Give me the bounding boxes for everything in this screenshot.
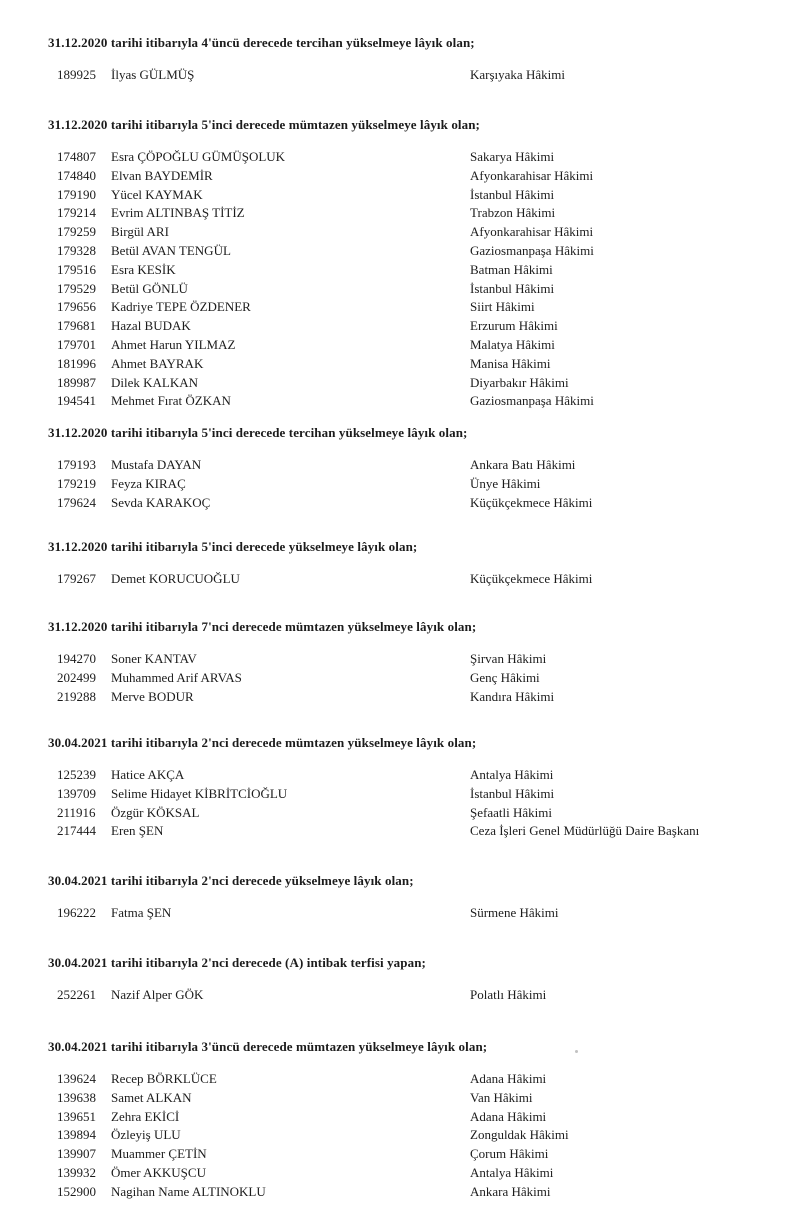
record-rows <box>0 766 798 841</box>
section-header: 31.12.2020 tarihi itibarıyla 4'üncü derecede tercihan yükselmeye lâyık olan; <box>48 35 475 50</box>
registry-number: 217444 <box>57 823 96 839</box>
record-row <box>0 223 798 242</box>
record-row <box>0 186 798 205</box>
registry-number: 179656 <box>57 299 96 315</box>
record-row <box>0 1164 798 1183</box>
record-row <box>0 66 798 85</box>
judge-name: Nazif Alper GÖK <box>111 987 204 1002</box>
judge-name: Nagihan Name ALTINOKLU <box>111 1183 266 1199</box>
record-row <box>0 822 798 841</box>
record-row <box>0 1070 798 1089</box>
judge-name: Hatice AKÇA <box>111 767 185 782</box>
registry-number: 202499 <box>57 669 96 685</box>
record-rows <box>0 904 798 923</box>
judge-title: Polatlı Hâkimi <box>470 987 547 1002</box>
promotion-section <box>0 617 798 706</box>
registry-number: 194541 <box>57 393 96 409</box>
judge-name: Muhammed Arif ARVAS <box>111 669 242 685</box>
record-row <box>0 456 798 475</box>
judge-name: Ömer AKKUŞCU <box>111 1164 206 1180</box>
judge-title: Küçükçekmece Hâkimi <box>470 571 593 586</box>
registry-number: 189987 <box>57 374 96 390</box>
judge-title: Sakarya Hâkimi <box>470 149 555 164</box>
section-header: 31.12.2020 tarihi itibarıyla 7'nci derecede mümtazen yükselmeye lâyık olan; <box>48 619 477 634</box>
promotion-section <box>0 1037 798 1202</box>
judge-title: Zonguldak Hâkimi <box>470 1127 569 1143</box>
record-row <box>0 298 798 317</box>
registry-number: 179516 <box>57 261 96 277</box>
judge-title: Sürmene Hâkimi <box>470 905 559 920</box>
judge-name: Soner KANTAV <box>111 651 197 666</box>
judge-title: Afyonkarahisar Hâkimi <box>470 224 594 240</box>
registry-number: 181996 <box>57 355 96 371</box>
judge-name: Sevda KARAKOÇ <box>111 494 211 510</box>
registry-number: 174840 <box>57 167 96 183</box>
registry-number: 139638 <box>57 1089 96 1105</box>
record-row <box>0 148 798 167</box>
record-row <box>0 766 798 785</box>
record-row <box>0 167 798 186</box>
judge-title: Van Hâkimi <box>470 1089 533 1105</box>
judge-title: Trabzon Hâkimi <box>470 205 556 221</box>
record-row <box>0 242 798 261</box>
record-rows <box>0 1070 798 1202</box>
registry-number: 179624 <box>57 494 96 510</box>
record-row <box>0 204 798 223</box>
record-row <box>0 374 798 393</box>
judge-title: Çorum Hâkimi <box>470 1146 549 1162</box>
registry-number: 152900 <box>57 1183 96 1199</box>
judge-name: Mehmet Fırat ÖZKAN <box>111 393 231 409</box>
section-header: 31.12.2020 tarihi itibarıyla 5'inci derecede yükselmeye lâyık olan; <box>48 539 418 554</box>
record-row <box>0 669 798 688</box>
judge-title: Şirvan Hâkimi <box>470 651 547 666</box>
judge-name: Feyza KIRAÇ <box>111 475 186 491</box>
promotion-section <box>0 33 798 85</box>
record-row <box>0 785 798 804</box>
registry-number: 179190 <box>57 186 96 202</box>
judge-title: İstanbul Hâkimi <box>470 186 555 202</box>
record-rows <box>0 66 798 85</box>
judge-title: Malatya Hâkimi <box>470 336 555 352</box>
registry-number: 125239 <box>57 767 96 782</box>
promotion-section <box>0 115 798 411</box>
registry-number: 139932 <box>57 1164 96 1180</box>
judge-title: Erzurum Hâkimi <box>470 318 558 334</box>
registry-number: 179193 <box>57 457 96 472</box>
judge-name: Özgür KÖKSAL <box>111 804 200 820</box>
judge-title: Antalya Hâkimi <box>470 767 554 782</box>
section-header: 30.04.2021 tarihi itibarıyla 2'nci derecede yükselmeye lâyık olan; <box>48 873 414 888</box>
registry-number: 179701 <box>57 336 96 352</box>
record-row <box>0 650 798 669</box>
record-row <box>0 570 798 589</box>
registry-number: 174807 <box>57 149 96 164</box>
judge-title: Ceza İşleri Genel Müdürlüğü Daire Başkanı <box>470 823 700 839</box>
section-header: 30.04.2021 tarihi itibarıyla 3'üncü derecede mümtazen yükselmeye lâyık olan; <box>48 1039 488 1054</box>
record-row <box>0 392 798 411</box>
promotion-section <box>0 537 798 589</box>
judge-name: Evrim ALTINBAŞ TİTİZ <box>111 205 245 221</box>
judge-name: Hazal BUDAK <box>111 318 191 334</box>
judge-name: Selime Hidayet KİBRİTCİOĞLU <box>111 785 288 801</box>
record-row <box>0 904 798 923</box>
record-rows <box>0 650 798 706</box>
promotion-section <box>0 423 798 512</box>
judge-name: Zehra EKİCİ <box>111 1108 180 1124</box>
judge-name: Muammer ÇETİN <box>111 1146 207 1162</box>
scan-speck <box>575 1050 578 1053</box>
registry-number: 211916 <box>57 804 96 820</box>
section-header: 31.12.2020 tarihi itibarıyla 5'inci derecede mümtazen yükselmeye lâyık olan; <box>48 117 480 132</box>
record-row <box>0 494 798 513</box>
record-row <box>0 261 798 280</box>
judge-name: Özleyiş ULU <box>111 1127 181 1143</box>
record-row <box>0 317 798 336</box>
judge-title: Antalya Hâkimi <box>470 1164 554 1180</box>
judge-title: Ünye Hâkimi <box>470 475 541 491</box>
record-row <box>0 804 798 823</box>
record-rows <box>0 148 798 411</box>
record-row <box>0 1145 798 1164</box>
registry-number: 219288 <box>57 688 96 704</box>
record-row <box>0 1126 798 1145</box>
judge-name: Birgül ARI <box>111 224 169 240</box>
registry-number: 179328 <box>57 242 96 258</box>
judge-title: İstanbul Hâkimi <box>470 785 555 801</box>
judge-name: İlyas GÜLMÜŞ <box>111 67 195 82</box>
registry-number: 179267 <box>57 571 96 586</box>
record-row <box>0 1183 798 1202</box>
judge-title: Ankara Hâkimi <box>470 1183 551 1199</box>
record-row <box>0 1108 798 1127</box>
record-row <box>0 336 798 355</box>
registry-number: 194270 <box>57 651 96 666</box>
registry-number: 252261 <box>57 987 96 1002</box>
registry-number: 139651 <box>57 1108 96 1124</box>
section-header: 30.04.2021 tarihi itibarıyla 2'nci derecede mümtazen yükselmeye lâyık olan; <box>48 735 477 750</box>
promotion-section <box>0 953 798 1005</box>
registry-number: 196222 <box>57 905 96 920</box>
judge-title: Afyonkarahisar Hâkimi <box>470 167 594 183</box>
judge-title: Diyarbakır Hâkimi <box>470 374 569 390</box>
judge-name: Ahmet BAYRAK <box>111 355 204 371</box>
promotion-section <box>0 871 798 923</box>
judge-name: Dilek KALKAN <box>111 374 199 390</box>
judge-name: Betül GÖNLÜ <box>111 280 188 296</box>
judge-title: Gaziosmanpaşa Hâkimi <box>470 242 594 258</box>
registry-number: 139894 <box>57 1127 96 1143</box>
registry-number: 179259 <box>57 224 96 240</box>
registry-number: 189925 <box>57 67 96 82</box>
judge-title: Karşıyaka Hâkimi <box>470 67 565 82</box>
judge-title: Adana Hâkimi <box>470 1108 547 1124</box>
judge-title: Ankara Batı Hâkimi <box>470 457 576 472</box>
judge-name: Samet ALKAN <box>111 1089 192 1105</box>
judge-title: İstanbul Hâkimi <box>470 280 555 296</box>
judge-title: Siirt Hâkimi <box>470 299 535 315</box>
judge-title: Şefaatli Hâkimi <box>470 804 552 820</box>
judge-name: Kadriye TEPE ÖZDENER <box>111 299 251 315</box>
registry-number: 179529 <box>57 280 96 296</box>
judge-name: Ahmet Harun YILMAZ <box>111 336 236 352</box>
judge-title: Adana Hâkimi <box>470 1071 547 1086</box>
record-rows <box>0 986 798 1005</box>
record-row <box>0 986 798 1005</box>
judge-title: Genç Hâkimi <box>470 669 540 685</box>
registry-number: 179214 <box>57 205 96 221</box>
judge-name: Eren ŞEN <box>111 823 164 839</box>
registry-number: 179681 <box>57 318 96 334</box>
record-row <box>0 688 798 707</box>
judge-title: Küçükçekmece Hâkimi <box>470 494 593 510</box>
record-row <box>0 355 798 374</box>
judge-title: Kandıra Hâkimi <box>470 688 555 704</box>
judge-name: Elvan BAYDEMİR <box>111 167 213 183</box>
judge-title: Batman Hâkimi <box>470 261 553 277</box>
section-header: 30.04.2021 tarihi itibarıyla 2'nci derecede (A) intibak terfisi yapan; <box>48 955 426 970</box>
judge-name: Demet KORUCUOĞLU <box>111 571 240 586</box>
judge-name: Mustafa DAYAN <box>111 457 202 472</box>
record-row <box>0 475 798 494</box>
registry-number: 139907 <box>57 1146 96 1162</box>
judge-name: Yücel KAYMAK <box>111 186 203 202</box>
judge-name: Recep BÖRKLÜCE <box>111 1071 217 1086</box>
judge-name: Betül AVAN TENGÜL <box>111 242 231 258</box>
judge-title: Manisa Hâkimi <box>470 355 551 371</box>
section-header: 31.12.2020 tarihi itibarıyla 5'inci derecede tercihan yükselmeye lâyık olan; <box>48 425 468 440</box>
registry-number: 139624 <box>57 1071 96 1086</box>
judge-name: Fatma ŞEN <box>111 905 172 920</box>
registry-number: 139709 <box>57 785 96 801</box>
registry-number: 179219 <box>57 475 96 491</box>
record-rows <box>0 456 798 512</box>
judge-title: Gaziosmanpaşa Hâkimi <box>470 393 594 409</box>
judge-name: Esra ÇÖPOĞLU GÜMÜŞOLUK <box>111 149 286 164</box>
promotion-section <box>0 733 798 841</box>
judge-name: Esra KESİK <box>111 261 176 277</box>
judge-name: Merve BODUR <box>111 688 194 704</box>
record-rows <box>0 570 798 589</box>
record-row <box>0 1089 798 1108</box>
record-row <box>0 280 798 299</box>
